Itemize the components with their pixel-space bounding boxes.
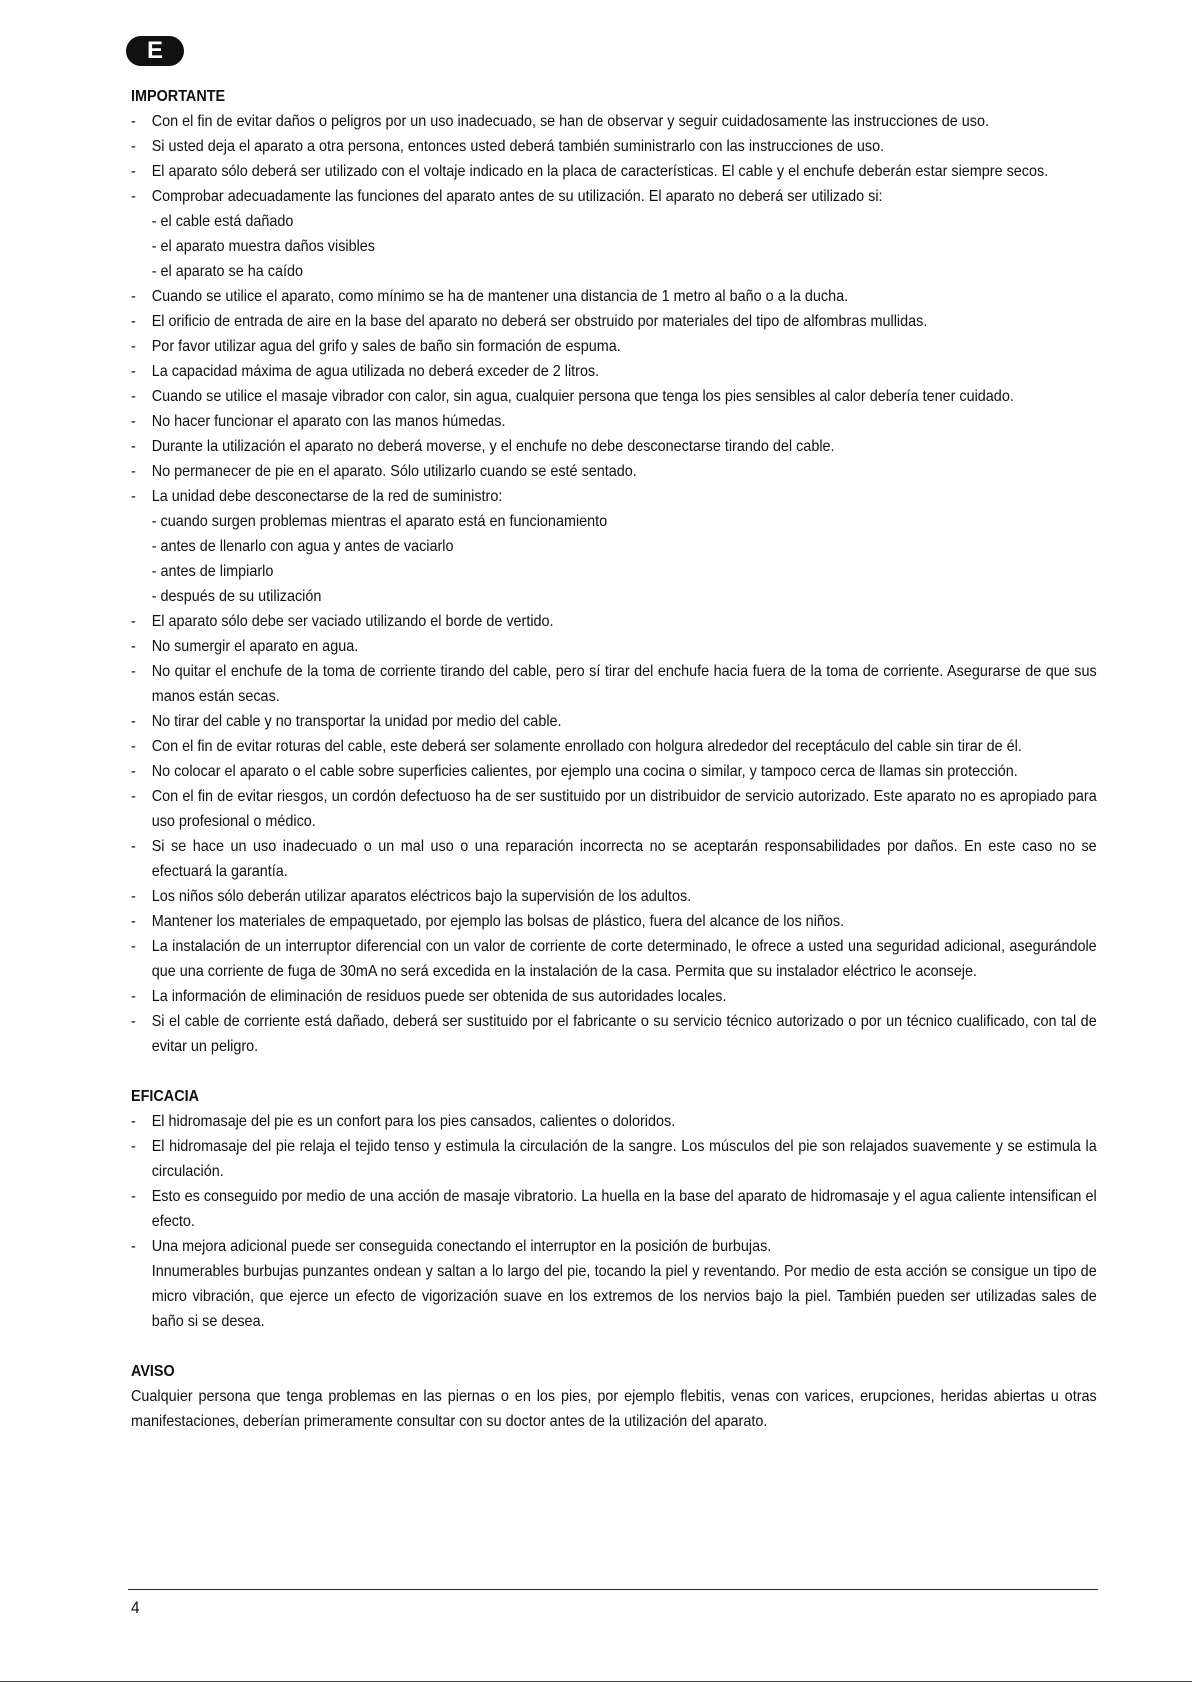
sub-list-item: - antes de llenarlo con agua y antes de vaciarlo	[151, 538, 454, 555]
list-item: - La unidad debe desconectarse de la red de suministro: - cuando surgen problemas mientras el aparato está en funcionamiento - antes de llenarlo con agua y antes de vaciarlo - antes de limpiarlo - después de su utilización	[131, 484, 1097, 609]
list-item: - Si el cable de corriente está dañado, deberá ser sustituido por el fabricante o su servicio técnico autorizado o por un técnico cualificado, con tal de evitar un peligro.	[131, 1009, 1097, 1059]
document-body	[131, 84, 1097, 1459]
list-item: - Comprobar adecuadamente las funciones del aparato antes de su utilización. El aparato no deberá ser utilizado si: - el cable está dañado - el aparato muestra daños visibles - el aparato se ha caído	[131, 184, 1097, 284]
section-heading-importante: IMPORTANTE	[131, 88, 226, 105]
list-item: - El hidromasaje del pie relaja el tejido tenso y estimula la circulación de la sangre. Los músculos del pie son relajados suavemente y se estimula la circulación.	[131, 1134, 1097, 1184]
sub-list-item: - el aparato muestra daños visibles	[151, 238, 376, 255]
list-item: - El orificio de entrada de aire en la base del aparato no deberá ser obstruido por materiales del tipo de alfombras mullidas.	[131, 309, 1097, 334]
list-item: - Si se hace un uso inadecuado o un mal uso o una reparación incorrecta no se aceptarán responsabilidades por daños. En este caso no se efectuará la garantía.	[131, 834, 1097, 884]
sub-list-item: - cuando surgen problemas mientras el aparato está en funcionamiento	[151, 513, 608, 530]
page-number: 4	[131, 1598, 140, 1617]
list-item: - Los niños sólo deberán utilizar aparatos eléctricos bajo la supervisión de los adultos.	[131, 884, 1097, 909]
list-item: - No sumergir el aparato en agua.	[131, 634, 1097, 659]
list-item: - No hacer funcionar el aparato con las manos húmedas.	[131, 409, 1097, 434]
list-item: - Durante la utilización el aparato no deberá moverse, y el enchufe no debe desconectarse tirando del cable.	[131, 434, 1097, 459]
list-item: - Con el fin de evitar daños o peligros por un uso inadecuado, se han de observar y seguir cuidadosamente las instrucciones de uso.	[131, 109, 1097, 134]
section-eficacia	[131, 1084, 1097, 1334]
sub-list-item: - el aparato se ha caído	[151, 263, 303, 280]
section-heading-eficacia: EFICACIA	[131, 1088, 200, 1105]
list-item: - El aparato sólo deberá ser utilizado con el voltaje indicado en la placa de características. El cable y el enchufe deberán estar siempre secos.	[131, 159, 1097, 184]
list-item: - Por favor utilizar agua del grifo y sales de baño sin formación de espuma.	[131, 334, 1097, 359]
list-item: - Si usted deja el aparato a otra persona, entonces usted deberá también suministrarlo con las instrucciones de uso.	[131, 134, 1097, 159]
sub-list-item: - después de su utilización	[151, 588, 322, 605]
list-item: - No tirar del cable y no transportar la unidad por medio del cable.	[131, 709, 1097, 734]
list-item: - Con el fin de evitar riesgos, un cordón defectuoso ha de ser sustituido por un distribuidor de servicio autorizado. Este aparato no es apropiado para uso profesional o médico.	[131, 784, 1097, 834]
list-item: - Cuando se utilice el aparato, como mínimo se ha de mantener una distancia de 1 metro al baño o a la ducha.	[131, 284, 1097, 309]
section-importante	[131, 84, 1097, 1059]
list-item: - No quitar el enchufe de la toma de corriente tirando del cable, pero sí tirar del enchufe hacia fuera de la toma de corriente. Asegurarse de que sus manos están secas.	[131, 659, 1097, 709]
bubbles-continuation: Innumerables burbujas punzantes ondean y saltan a lo largo del pie, tocando la piel y reventando. Por medio de esta acción se consigue un tipo de micro vibración, que ejerce un efecto de vigorización suave en los extremos de los nervios bajo la piel. También pueden ser utilizadas sales de baño si se desea.	[151, 1263, 1097, 1330]
sub-list-disconnect	[152, 509, 1097, 609]
list-item: - Con el fin de evitar roturas del cable, este deberá ser solamente enrollado con holgura alrededor del receptáculo del cable sin tirar de él.	[131, 734, 1097, 759]
list-item: - Una mejora adicional puede ser conseguida conectando el interruptor en la posición de burbujas. Innumerables burbujas punzantes ondean y saltan a lo largo del pie, tocando la piel y reventando. Por medio de esta acción se consigue un tipo de micro vibración, que ejerce un efecto de vigorización suave en los extremos de los nervios bajo la piel. También pueden ser utilizadas sales de baño si se desea.	[131, 1234, 1097, 1334]
importante-list	[131, 109, 1097, 1059]
sub-list-item: - el cable está dañado	[151, 213, 294, 230]
list-item: - El aparato sólo debe ser vaciado utilizando el borde de vertido.	[131, 609, 1097, 634]
sub-list-item: - antes de limpiarlo	[151, 563, 274, 580]
bottom-edge-line	[0, 1681, 1192, 1682]
eficacia-list	[131, 1109, 1097, 1334]
list-item: - La capacidad máxima de agua utilizada no deberá exceder de 2 litros.	[131, 359, 1097, 384]
language-badge: E	[126, 36, 184, 66]
list-item: - No colocar el aparato o el cable sobre superficies calientes, por ejemplo una cocina o similar, y tampoco cerca de llamas sin protección.	[131, 759, 1097, 784]
section-aviso	[131, 1359, 1097, 1434]
list-item: - El hidromasaje del pie es un confort para los pies cansados, calientes o doloridos.	[131, 1109, 1097, 1134]
list-item: - Esto es conseguido por medio de una acción de masaje vibratorio. La huella en la base del aparato de hidromasaje y el agua caliente intensifican el efecto.	[131, 1184, 1097, 1234]
list-item: - No permanecer de pie en el aparato. Sólo utilizarlo cuando se esté sentado.	[131, 459, 1097, 484]
sub-list-check	[152, 209, 1097, 284]
footer-divider	[128, 1589, 1098, 1590]
list-item: - Cuando se utilice el masaje vibrador con calor, sin agua, cualquier persona que tenga los pies sensibles al calor debería tener cuidado.	[131, 384, 1097, 409]
list-item: - La información de eliminación de residuos puede ser obtenida de sus autoridades locales.	[131, 984, 1097, 1009]
aviso-paragraph: Cualquier persona que tenga problemas en las piernas o en los pies, por ejemplo flebitis, venas con varices, erupciones, heridas abiertas u otras manifestaciones, deberían primeramente consultar con su doctor antes de la utilización del aparato.	[131, 1388, 1097, 1430]
list-item: - Mantener los materiales de empaquetado, por ejemplo las bolsas de plástico, fuera del alcance de los niños.	[131, 909, 1097, 934]
section-heading-aviso: AVISO	[131, 1363, 175, 1380]
list-item: - La instalación de un interruptor diferencial con un valor de corriente de corte determinado, le ofrece a usted una seguridad adicional, asegurándole que una corriente de fuga de 30mA no será excedida en la instalación de la casa. Permita que su instalador eléctrico le aconseje.	[131, 934, 1097, 984]
